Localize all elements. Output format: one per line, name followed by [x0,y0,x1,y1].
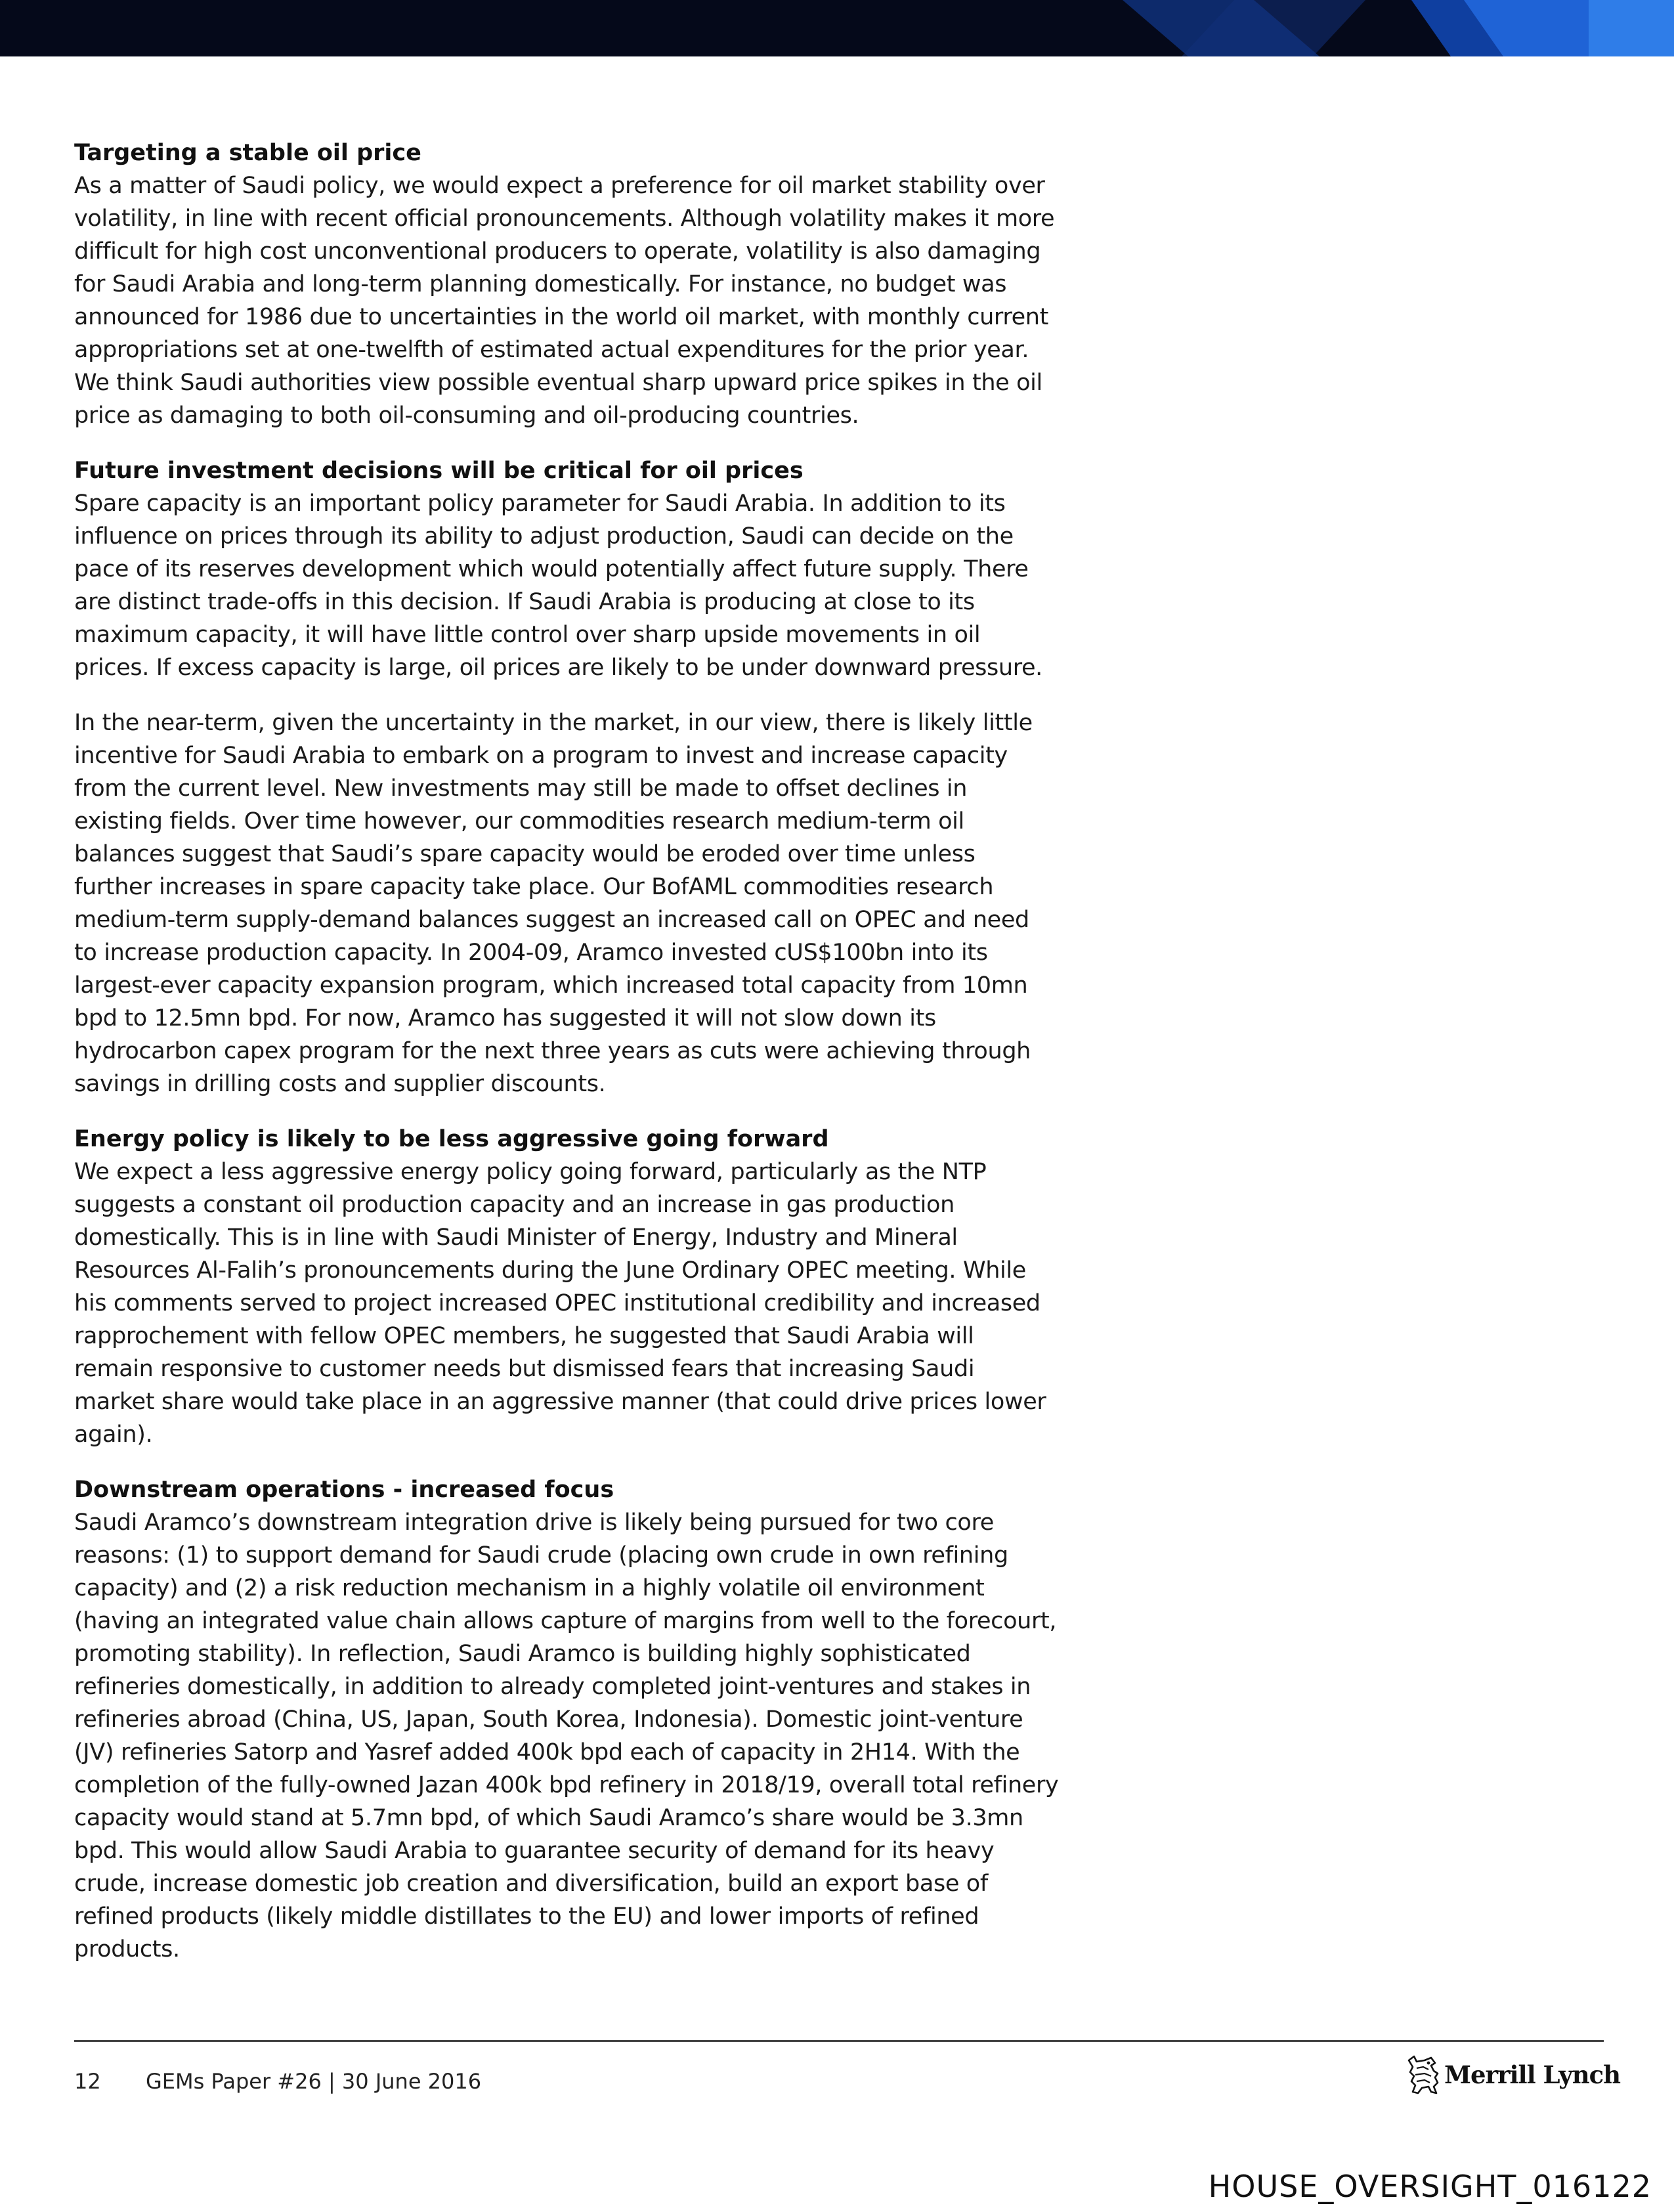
section-investment-decisions [74,454,1059,1100]
bull-logo-icon [1405,2054,1442,2096]
paragraph: In the near-term, given the uncertainty in the market, in our view, there is likely little incentive for Saudi Arabia to embark on a program to invest and increase capacity from the current level. New investments may still be made to offset declines in existing fields. Over time however, our commodities research medium-term oil balances suggest that Saudi’s spare capacity would be eroded over time unless further increases in spare capacity take place. Our BofAML commodities research medium-term supply-demand balances suggest an increased call on OPEC and need to increase production capacity. In 2004-09, Aramco invested cUS$100bn into its largest-ever capacity expansion program, which increased total capacity from 10mn bpd to 12.5mn bpd. For now, Aramco has suggested it will not slow down its hydrocarbon capex program for the next three years as cuts were achieving through savings in drilling costs and supplier discounts. [74,710,1033,1097]
paragraph: As a matter of Saudi policy, we would expect a preference for oil market stability over volatility, in line with recent official pronouncements. Although volatility makes it more difficult for high cost unconventional producers to operate, volatility is also damaging for Saudi Arabia and long-term planning domestically. For instance, no budget was announced for 1986 due to uncertainties in the world oil market, with monthly current appropriations set at one-twelfth of estimated actual expenditures for the prior year. We think Saudi authorities view possible eventual sharp upward price spikes in the oil price as damaging to both oil-consuming and oil-producing countries. [74,173,1055,429]
footer-divider [74,2040,1604,2042]
section-heading: Energy policy is likely to be less aggressive going forward [74,1126,829,1152]
bates-number: HOUSE_OVERSIGHT_016122 [1208,2169,1652,2204]
paragraph: We expect a less aggressive energy policy going forward, particularly as the NTP suggests a constant oil production capacity and an increase in gas production domestically. This is in line with Saudi Minister of Energy, Industry and Mineral Resources Al-Falih’s pronouncements during the June Ordinary OPEC meeting. While his comments served to project increased OPEC institutional credibility and increased rapprochement with fellow OPEC members, he suggested that Saudi Arabia will remain responsive to customer needs but dismissed fears that increasing Saudi market share would take place in an aggressive manner (that could drive prices lower again). [74,1159,1046,1448]
page-number: 12 [74,2069,101,2094]
banner-stripes-graphic [0,0,1674,56]
section-energy-policy [74,1123,1059,1451]
section-downstream-operations [74,1473,1059,1966]
section-heading: Targeting a stable oil price [74,140,421,166]
top-banner [0,0,1674,56]
section-heading: Downstream operations - increased focus [74,1477,614,1503]
brand-logo [1405,2054,1620,2096]
section-heading: Future investment decisions will be critical for oil prices [74,458,804,484]
paragraph: Saudi Aramco’s downstream integration drive is likely being pursued for two core reasons: (1) to support demand for Saudi crude (placing own crude in own refining capacity) and (2) a risk reduction mechanism in a highly volatile oil environment (having an integrated value chain allows capture of margins from well to the forecourt, promoting stability). In reflection, Saudi Aramco is building highly sophisticated refineries domestically, in addition to already completed joint-ventures and stakes in refineries abroad (China, US, Japan, South Korea, Indonesia). Domestic joint-venture (JV) refineries Satorp and Yasref added 400k bpd each of capacity in 2H14. With the completion of the fully-owned Jazan 400k bpd refinery in 2018/19, overall total refinery capacity would stand at 5.7mn bpd, of which Saudi Aramco’s share would be 3.3mn bpd. This would allow Saudi Arabia to guarantee security of demand for its heavy crude, increase domestic job creation and diversification, build an export base of refined products (likely middle distillates to the EU) and lower imports of refined products. [74,1509,1059,1963]
section-stable-oil-price [74,137,1059,432]
paragraph: Spare capacity is an important policy parameter for Saudi Arabia. In addition to its influence on prices through its ability to adjust production, Saudi can decide on the pace of its reserves development which would potentially affect future supply. There are distinct trade-offs in this decision. If Saudi Arabia is producing at close to its maximum capacity, it will have little control over sharp upside movements in oil prices. If excess capacity is large, oil prices are likely to be under downward pressure. [74,490,1042,681]
document-reference: GEMs Paper #26 | 30 June 2016 [146,2069,482,2094]
article-body [74,137,1059,1988]
brand-name: Merrill Lynch [1444,2060,1621,2089]
